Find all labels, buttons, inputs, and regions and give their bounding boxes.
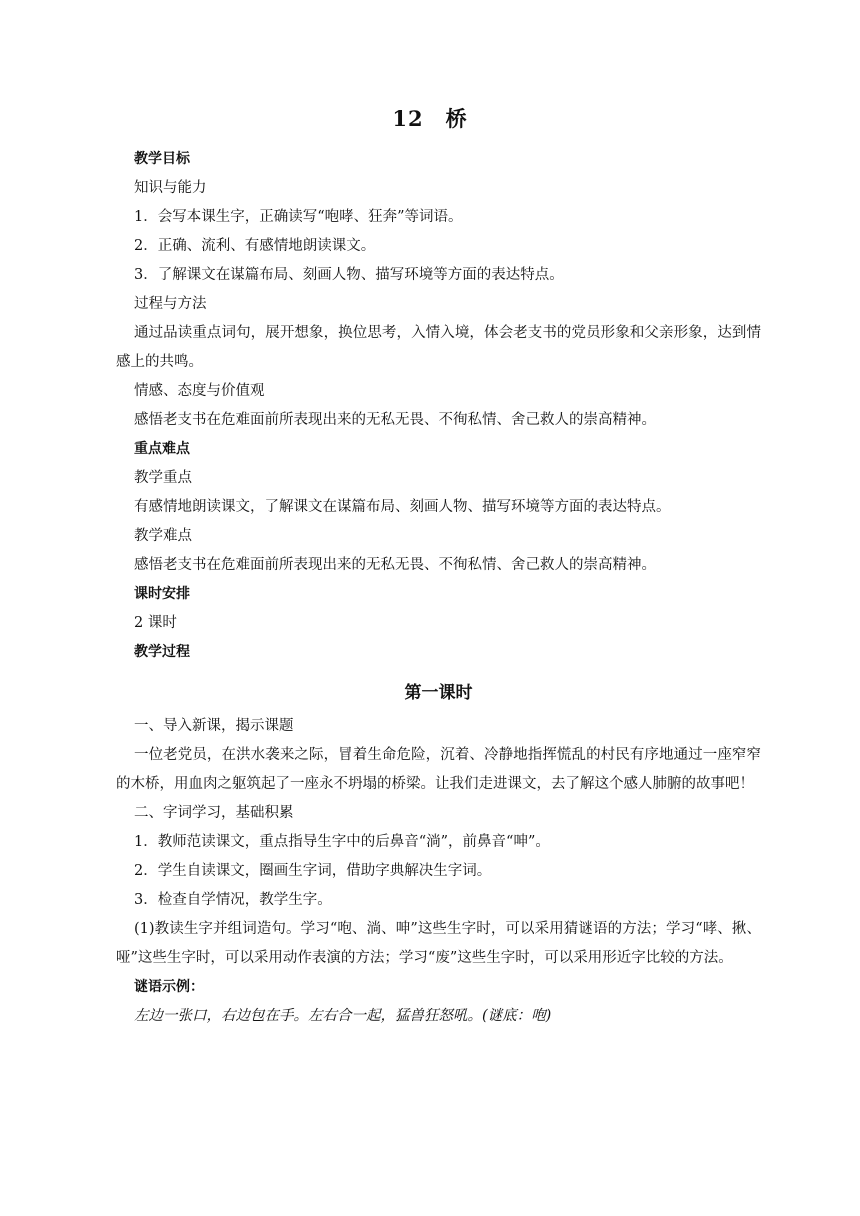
first-lesson-title: 第一课时: [404, 683, 473, 703]
step-item: 2．学生自读课文，圈画生字词，借助字典解决生字词。: [134, 863, 492, 879]
teaching-difficulty-heading: 教学难点: [134, 528, 192, 544]
document-body: [116, 145, 761, 1031]
goal-item: 3．了解课文在谋篇布局、刻画人物、描写环境等方面的表达特点。: [134, 267, 564, 283]
lesson-title: [0, 103, 860, 133]
step-item: 3．检查自学情况，教学生字。: [134, 892, 332, 908]
teaching-goals-heading: 教学目标: [134, 151, 190, 167]
knowledge-ability-heading: 知识与能力: [134, 180, 207, 196]
process-method-paragraph: 通过品读重点词句，展开想象，换位思考，入情入境，体会老支书的党员形象和父亲形象，达到情感上的共鸣。: [116, 325, 761, 370]
step-two-heading: 二、字词学习，基础积累: [134, 805, 294, 821]
lesson-title-text: 桥: [445, 106, 468, 131]
teaching-process-heading: 教学过程: [134, 644, 190, 660]
attitude-values-heading: 情感、态度与价值观: [134, 383, 265, 399]
key-difficult-heading: 重点难点: [134, 441, 190, 457]
step-item: 1．教师范读课文，重点指导生字中的后鼻音“淌”，前鼻音“呻”。: [134, 834, 550, 850]
goal-item: 2．正确、流利、有感情地朗读课文。: [134, 238, 376, 254]
teaching-key-heading: 教学重点: [134, 470, 192, 486]
attitude-values-paragraph: 感悟老支书在危难面前所表现出来的无私无畏、不徇私情、舍己救人的崇高精神。: [134, 412, 656, 428]
goal-item: 1．会写本课生字，正确读写“咆哮、狂奔”等词语。: [134, 209, 463, 225]
lesson-number: 12: [392, 106, 424, 131]
process-method-heading: 过程与方法: [134, 296, 207, 312]
teaching-key-paragraph: 有感情地朗读课文，了解课文在谋篇布局、刻画人物、描写环境等方面的表达特点。: [134, 499, 671, 515]
intro-paragraph: 一位老党员，在洪水袭来之际，冒着生命危险，沉着、冷静地指挥慌乱的村民有序地通过一座窄窄的木桥，用血肉之躯筑起了一座永不坍塌的桥梁。让我们走进课文，去了解这个感人肺腑的故事吧！: [116, 747, 761, 792]
teaching-difficulty-paragraph: 感悟老支书在危难面前所表现出来的无私无畏、不徇私情、舍己救人的崇高精神。: [134, 557, 656, 573]
riddle-text: 左边一张口，右边包在手。左右合一起，猛兽狂怒吼。(谜底：咆): [134, 1008, 552, 1024]
method-paragraph: (1)教读生字并组词造句。学习“咆、淌、呻”这些生字时，可以采用猜谜语的方法；学习“哮、揪、哑”这些生字时，可以采用动作表演的方法；学习“废”这些生字时，可以采用形近字比较的方法。: [116, 921, 761, 966]
schedule-heading: 课时安排: [134, 586, 190, 602]
schedule-text: 2 课时: [134, 615, 177, 631]
step-one-heading: 一、导入新课，揭示课题: [134, 718, 294, 734]
riddle-heading: 谜语示例：: [134, 979, 204, 995]
